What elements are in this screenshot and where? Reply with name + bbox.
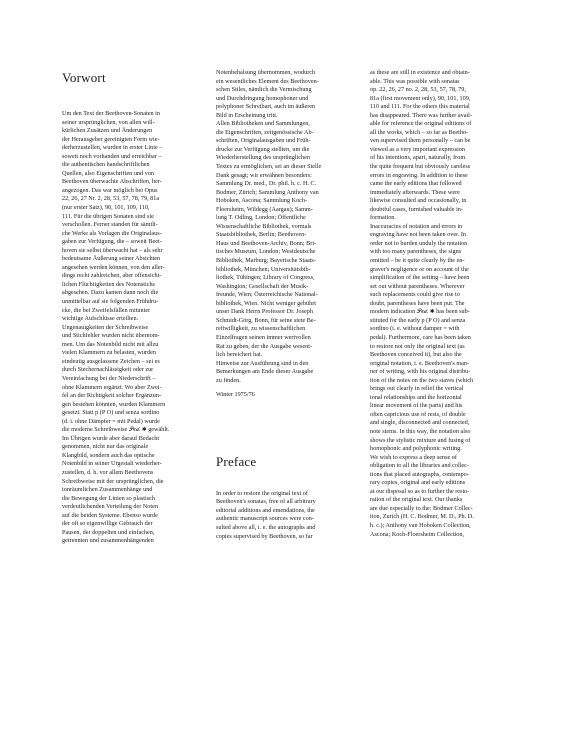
vorwort-paragraph-3: Notenbehalsung übernommen, wodurch ein wesentliches Element des Beethoven- schen Stiles, nämlich die Vermischung und Durchdringung homophoner und polyphoner Schreibart, auch im äußeren Bild in Erscheinung tritt. xyxy=(216,69,319,119)
column-3 xyxy=(370,0,496,539)
vorwort-paragraph-2: Ungenauigkeiten der Schreibweise und Stichfehler wurden nicht übernom- men. Um das Notenbild nicht mit allzu vielen Klammern zu belasten, wurden eindeutig ausgelassene Zeichen – sei es durch Stechernachlässigkeit oder zur Vereinfachung bei der Niederschrift – ohne Klammern ergänzt. Wo aber Zwei- fel an der Richtigkeit solcher Ergänzun- gen bestehen könnten, wurden Klammern gesetzt. Statt p (P O) und senza sordino (d. i. ohne Dämpfer = mit Pedal) wurde die moderne Schreibweise 𝒫𝑒𝒹. ✱ gewählt. Im Übrigen wurde aber darauf Bedacht genommen, nicht nur das originale Klangbild, sondern auch das optische Notenbild in seiner Urgestalt wiederher- zustellen, d. h. vor allem Beethovens Schreibweise mit der ursprünglichen, die tonräumlichen Zusammenhänge und die Bewegung der Linien so plastisch verdeutlichenden Verteilung der Noten auf die beiden Systeme. Ebenso wurde der oft so eigenwillige Gebrauch der Pausen, der doppelten und einfachen, getrennten und zusammenhängenden xyxy=(62,323,170,545)
vorwort-paragraph-1: Um den Text der Beethoven-Sonaten in seiner ursprünglichen, von allen will- kürlichen Zusätzen und Änderungen der Herausgeber gereinigten Form wie- derherzustellen, wurden in erster Linie – soweit noch vorhanden und erreichbar – die authentischen handschriftlichen Quellen, also Eigenschriften und von Beethoven überwachte Abschriften, her- angezogen. Das war möglich bei Opus 22, 26, 27 Nr. 2, 28, 53, 57, 78, 79, 81a (nur erster Satz), 90, 101, 109, 110, 111. Für die übrigen Sonaten sind sie verschollen. Ferner standen für sämtli- che Werke als Vorlagen die Originalaus- gaben zur Verfügung, die – soweit Beet- hoven sie selbst überwacht hat – als sehr bedeutsame Äußerung seiner Absichten angesehen werden können, von den aller- dings recht zahlreichen, aber offensicht- lichen Flüchtigkeiten des Notenstichs abgesehen. Dazu kamen dann noch die unmittelbar auf sie folgenden Frühdru- cke, die bei Zweifelsfällen mitunter wichtige Aufschlüsse erteilten. xyxy=(62,110,165,323)
preface-paragraph-2: as these are still in existence and obtain- able. This was possible with sonatas op. 22, 26, 27 no. 2, 28, 53, 57, 78, 79, 81a (first movement only), 90, 101, 109, 110 and 111. For the others this material has disappeared. There was further avail- able for reference the original editions of all the works, which – so far as Beetho- ven supervised them personally – can be viewed as a very important expression of his intentions, apart, naturally, from the quite frequent but obviously careless errors in engraving. In addition to these came the early editions that followed immediately afterwards. These were likewise consulted and occasionally, in doubtful cases, furnished valuable in- formation. xyxy=(370,69,472,222)
vorwort-paragraph-4: Allen Bibliotheken und Sammlungen, die Eigenschriften, zeitgenössische Ab- schriften, Originalausgaben und Früh- drucke zur Verfügung stellten, um die Wiederherstellung des ursprünglichen Textes zu ermöglichen, sei an dieser Stelle Dank gesagt; wir erwähnen besonders: Sammlung Dr. med., Dr. phil. h. c. H. C. Bodmer, Zürich; Sammlung Anthony van Hoboken, Ascona; Sammlung Koch- Floersheim, Wildegg (Aargau); Samm- lung T. Odling, London; Öffentliche Wissenschaftliche Bibliothek, vormals Staatsbibliothek, Berlin; Beethoven- Haus und Beethoven-Archiv, Bonn; Bri- tisches Museum, London; Westdeutsche Bibliothek, Marburg; Bayerische Staats- bibliothek, München; Universitätsbib- liothek, Tübingen; Library of Congress, Washington; Gesellschaft der Musik- freunde, Wien; Österreichische National- bibliothek, Wien. Nicht weniger gebührt unser Dank Herrn Professor Dr. Joseph Schmidt-Görg, Bonn, für seine stete Be- reitwilligkeit, zu wissenschaftlichen Einzelfragen seinen immer wertvollen Rat zu geben, der die Ausgabe wesent- lich bereichert hat. xyxy=(216,120,322,359)
column-1 xyxy=(62,0,188,546)
vorwort-paragraph-5: Hinweise zur Ausführung sind in den Bemerkungen am Ende dieser Ausgabe zu finden. xyxy=(216,359,314,384)
preface-paragraph-1: In order to restore the original text of Beethoven's sonatas, free of all arbitrary editorial additions and emendations, the authentic manuscript sources were con- sulted above all, i. e. the autographs and copies supervised by Beethoven, so far xyxy=(216,489,316,540)
column-2 xyxy=(216,0,342,541)
vorwort-date: Winter 1975/76 xyxy=(216,391,255,399)
preface-paragraph-3: Inaccuracies of notation and errors in engraving have not been taken over. In order not to burden unduly the notation with too many parentheses, the signs omitted – be it quite clearly by the en- graver's negligence or on account of the simplification of the setting – have been set out without parentheses. Wherever such replacements could give rise to doubt, parentheses have been put. The modern indication 𝒫𝑒𝒹. ✱ has been sub- stituted for the early p (P O) and senza sordino (i. e. without damper = with pedal). Furthermore, care has been taken to restore not only the original text (as Beethoven conceived it), but also the original notation, i. e. Beethoven's man- ner of writing, with his original distribu- tion of the notes on the two staves (which brings out clearly in relief the vertical tonal relationships and the horizontal linear movement of the parts) and his often capricious use of rests, of double and single, disconnected and connected, note stems. In this way, the notation also shows the stylistic mixture and fusing of homophonic and polyphonic writing. xyxy=(370,222,474,453)
vorwort-heading: Vorwort xyxy=(62,70,106,85)
preface-paragraph-4: We wish to express a deep sense of obligation to all the libraries and collec- tions that placed autographs, contempo- rary copies, original and early editions at our disposal so as to further the resto- ration of the original text. Our thanks are due especially to the: Bodmer Collec- tion, Zurich (H. C. Bodmer, M. D., Ph. D. h. c.); Anthony van Hoboken Collection, Ascona; Koch-Floersheim Collection, xyxy=(370,453,474,538)
preface-heading: Preface xyxy=(216,453,257,469)
